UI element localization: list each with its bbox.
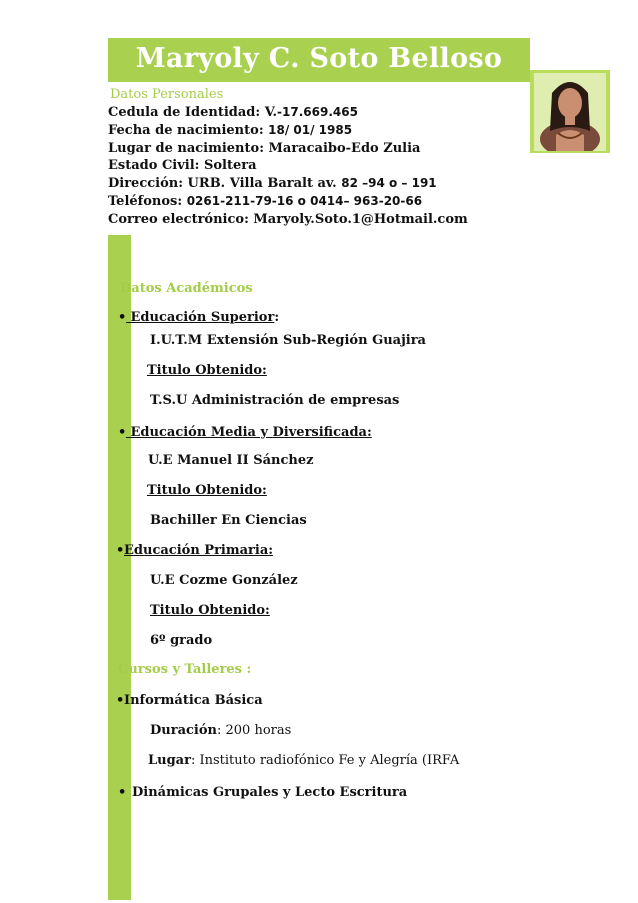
academic-section-title: Datos Académicos (120, 281, 253, 296)
birthdate-line (108, 122, 352, 139)
birthdate-value: 18/ 01/ 1985 (268, 123, 353, 137)
list-item-course-1 (116, 692, 263, 709)
superior-institution: I.U.T.M Extensión Sub-Región Guajira (150, 333, 426, 348)
personal-section-title: Datos Personales (110, 87, 224, 102)
duration-value: : 200 horas (216, 723, 292, 738)
superior-colon: : (274, 310, 280, 325)
media-degree-label: Titulo Obtenido: (147, 483, 267, 498)
bullet-icon: • (118, 310, 127, 325)
course-duration-line (150, 722, 291, 739)
bullet-icon: • (118, 785, 127, 800)
courses-section-title: Cursos y Talleres : (118, 662, 252, 677)
list-item-course-2 (118, 784, 407, 801)
place-value: : Instituto radiofónico Fe y Alegría (IRFA (190, 753, 460, 768)
list-item-superior (118, 309, 279, 326)
media-label: Educación Media y Diversificada: (126, 425, 372, 440)
primary-degree: 6º grado (150, 633, 213, 648)
address-label: Dirección: URB. Villa Baralt av. (108, 176, 342, 191)
superior-degree-label: Titulo Obtenido: (147, 363, 267, 378)
place-label: Lugar (148, 753, 191, 768)
address-line (108, 175, 437, 192)
cedula-line (108, 104, 358, 121)
person-portrait-icon (534, 73, 606, 151)
list-item-primary (116, 542, 273, 559)
primary-label: Educación Primaria: (124, 543, 274, 558)
birthplace-line: Lugar de nacimiento: Maracaibo-Edo Zulia (108, 141, 421, 156)
cedula-value: -17.669.465 (277, 105, 358, 119)
primary-institution: U.E Cozme González (150, 573, 298, 588)
duration-label: Duración (150, 723, 217, 738)
course-1-label: Informática Básica (124, 693, 263, 708)
phones-line (108, 193, 422, 210)
media-degree: Bachiller En Ciencias (150, 513, 307, 528)
superior-degree: T.S.U Administración de empresas (150, 393, 400, 408)
profile-photo (534, 73, 606, 151)
cedula-label: Cedula de Identidad: V. (108, 105, 278, 120)
primary-degree-label: Titulo Obtenido: (150, 603, 270, 618)
civil-status-line: Estado Civil: Soltera (108, 158, 257, 173)
phones-value: 0261-211-79-16 o 0414– 963-20-66 (186, 194, 423, 208)
list-item-media (118, 424, 372, 441)
course-2-label: Dinámicas Grupales y Lecto Escritura (132, 785, 408, 800)
bullet-icon: • (116, 693, 125, 708)
email-line: Correo electrónico: Maryoly.Soto.1@Hotmail.com (108, 212, 468, 227)
address-value: 82 –94 o – 191 (341, 176, 437, 190)
page-title: Maryoly C. Soto Belloso (135, 43, 503, 74)
course-place-line (148, 752, 459, 769)
media-institution: U.E Manuel II Sánchez (148, 453, 314, 468)
bullet-icon: • (116, 543, 125, 558)
phones-label: Teléfonos: (108, 194, 187, 209)
bullet-icon: • (118, 425, 127, 440)
superior-label: Educación Superior (126, 310, 275, 325)
birthdate-label: Fecha de nacimiento: (108, 123, 269, 138)
